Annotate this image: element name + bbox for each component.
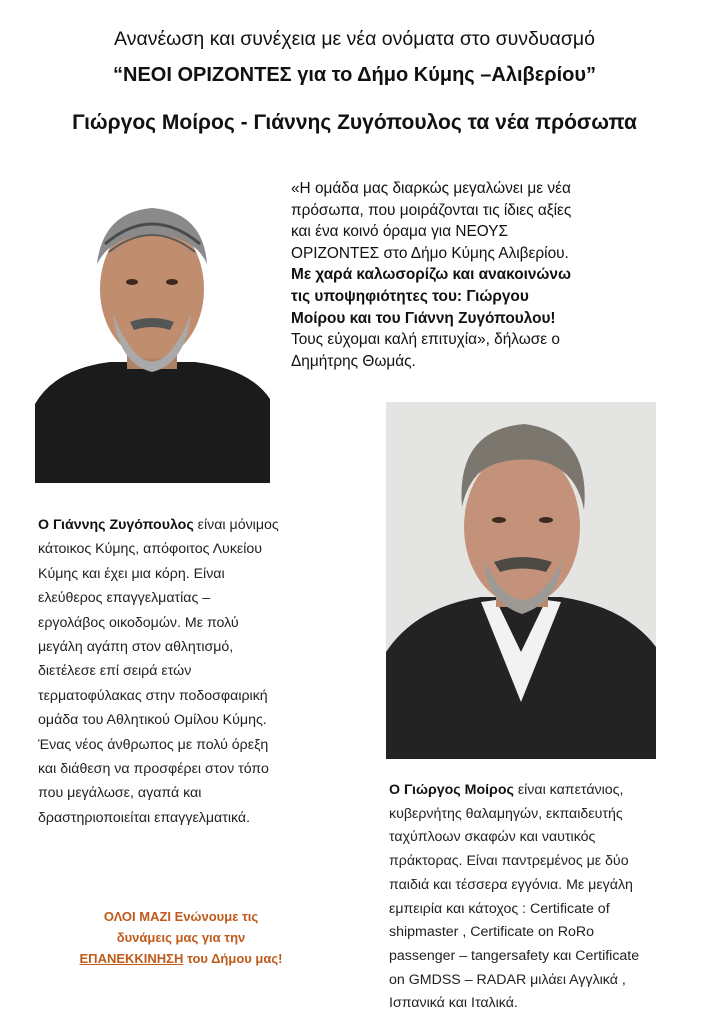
bio-line: δραστηριοποιείται επαγγελματικά. bbox=[38, 809, 251, 826]
bio-line: τερματοφύλακας στην ποδοσφαιρική bbox=[38, 687, 268, 704]
bio-text: είναι καπετάνιος, bbox=[513, 782, 624, 798]
slogan-highlight: ΕΠΑΝΕΚΚΙΝΗΣΗ bbox=[79, 951, 184, 966]
quote-bold-line: Μοίρου και του Γιάννη Ζυγόπουλου! bbox=[291, 309, 556, 327]
slogan-line bbox=[36, 948, 326, 969]
bio-line: κυβερνήτης θαλαμηγών, εκπαιδευτής bbox=[389, 805, 623, 822]
bio-line: παιδιά και τέσσερα εγγόνια. Με μεγάλη bbox=[389, 876, 633, 893]
headline-coalition-name: “ΝΕΟΙ ΟΡΙΖΟΝΤΕΣ για το Δήμο Κύμης –Αλιβερίου” bbox=[113, 64, 596, 86]
bio-line: που μεγάλωσε, αγαπά και bbox=[38, 785, 202, 802]
quote-line: ΟΡΙΖΟΝΤΕΣ στο Δήμο Κύμης Αλιβερίου. bbox=[291, 244, 569, 262]
bio-first-line bbox=[389, 779, 679, 803]
slogan-line: δυνάμεις μας για την bbox=[116, 930, 246, 945]
bio-line: πράκτορας. Είναι παντρεμένος με δύο bbox=[389, 853, 629, 870]
quote-block bbox=[291, 178, 671, 372]
bio-line: Κύμης και έχει μια κόρη. Είναι bbox=[38, 565, 225, 582]
bio-line: passenger – tangersafety και Certificate bbox=[389, 947, 640, 964]
bio-line: ομάδα του Αθλητικού Ομίλου Κύμης. bbox=[38, 712, 267, 729]
bio-moiros bbox=[389, 779, 679, 1016]
bio-line: ταχύπλοων σκαφών και ναυτικός bbox=[389, 829, 596, 846]
quote-line: Δημήτρης Θωμάς. bbox=[291, 352, 416, 370]
bio-line: κάτοικος Κύμης, απόφοιτος Λυκείου bbox=[38, 541, 263, 558]
bio-name: Ο Γιώργος Μοίρος bbox=[389, 782, 514, 798]
bio-line: εργολάβος οικοδομών. Με πολύ bbox=[38, 614, 239, 631]
portrait-photo-zygopoulos bbox=[35, 194, 270, 483]
bio-line: και διάθεση να προσφέρει στον τόπο bbox=[38, 761, 269, 778]
bio-line: εμπειρία και κάτοχος : Certificate of bbox=[389, 900, 610, 917]
bio-line: shipmaster , Certificate on RoRo bbox=[389, 924, 595, 941]
bio-zygopoulos bbox=[38, 513, 338, 830]
quote-line: και ένα κοινό όραμα για ΝΕΟΥΣ bbox=[291, 223, 509, 241]
bio-line: on GMDSS – RADAR μιλάει Αγγλικά , bbox=[389, 971, 626, 988]
bio-line: ελεύθερος επαγγελματίας – bbox=[38, 590, 211, 607]
portrait-photo-moiros bbox=[386, 402, 656, 759]
bio-line: Ένας νέος άνθρωπος με πολύ όρεξη bbox=[38, 736, 269, 753]
quote-line: Τους εύχομαι καλή επιτυχία», δήλωσε ο bbox=[291, 331, 560, 349]
quote-line: «Η ομάδα μας διαρκώς μεγαλώνει με νέα bbox=[291, 180, 571, 197]
quote-bold-line: Με χαρά καλωσορίζω και ανακοινώνω bbox=[291, 266, 571, 284]
slogan-line: ΟΛΟΙ ΜΑΖΙ Ενώνουμε τις bbox=[103, 909, 259, 924]
headline-subtitle: Ανανέωση και συνέχεια με νέα ονόματα στο συνδυασμό bbox=[114, 28, 595, 50]
quote-line: πρόσωπα, που μοιράζονται τις ίδιες αξίες bbox=[291, 201, 572, 219]
quote-bold-line: τις υποψηφιότητες του: Γιώργου bbox=[291, 287, 529, 305]
bio-line: διετέλεσε επί σειρά ετών bbox=[38, 663, 192, 680]
bio-text: είναι μόνιμος bbox=[193, 517, 279, 533]
bio-first-line bbox=[38, 513, 338, 537]
slogan-text: του Δήμου μας! bbox=[183, 951, 283, 966]
bio-name: Ο Γιάννης Ζυγόπουλος bbox=[38, 517, 194, 533]
headline-new-candidates: Γιώργος Μοίρος - Γιάννης Ζυγόπουλος τα νέα πρόσωπα bbox=[72, 111, 637, 134]
bio-line: μεγάλη αγάπη στον αθλητισμό, bbox=[38, 639, 234, 656]
campaign-slogan bbox=[36, 906, 326, 969]
bio-line: Ισπανικά και Ιταλικά. bbox=[389, 995, 518, 1012]
